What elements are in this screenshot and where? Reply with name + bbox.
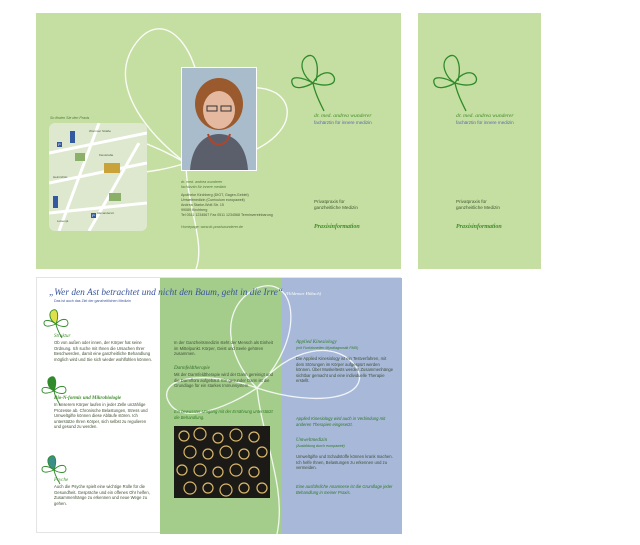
- map-street-2: Kiesstraße: [99, 153, 114, 157]
- col3-heading: Applied Kinesiology: [296, 340, 337, 345]
- map-street-1: Wormser Straße: [89, 129, 111, 133]
- address-line-4: 99089 Kirchberg: [181, 208, 208, 212]
- cover-right-practice-2: ganzheitliche Medizin: [456, 205, 500, 210]
- quote-subline: Das ist auch das Ziel der ganzheitlichen Medizin: [54, 299, 131, 303]
- quote-author: (Hildemar Hübsch): [285, 291, 322, 296]
- cover-left-name: dr. med. andrea wunderer: [181, 180, 223, 184]
- col2-note: Ein bewusster Umgang mit der Ernährung unterstützt die Behandlung.: [174, 409, 273, 420]
- map-street-4: Alexanderstr.: [97, 211, 115, 215]
- col4-note: Eine ausführliche Anamnese ist die Grundlage jeder Behandlung in meiner Praxis.: [296, 484, 393, 495]
- bubbles-pattern: [174, 426, 270, 498]
- clover-logo-icon: [288, 51, 338, 111]
- col1-heading-1: Struktur: [54, 334, 71, 339]
- portrait-photo: [181, 67, 257, 171]
- cover-mid-practice-2: ganzheitliche Medizin: [314, 205, 358, 210]
- col3-text: Die Applied Kinesiology ist ein Testverfahren, mit dem Störungen im Körper aufgespürt werden können. Über Muskeltests werden Zusammenhänge sichtbar gemacht und eine individuelle Therapie erstellt.: [296, 356, 394, 384]
- col4-sub: (Ausbildung durch europaweit): [296, 444, 345, 448]
- parking-icon-2: P: [92, 213, 95, 218]
- bus-icon: [70, 131, 75, 143]
- cover-right-info: Praxisinformation: [456, 224, 502, 230]
- portrait-figure: [182, 68, 256, 170]
- col4-text: Umweltgifte und Schadstoffe können krank machen. Ich helfe Ihnen, Belastungen zu erkennen und zu vermeiden.: [296, 454, 393, 471]
- cover-right-name: dr. med. andrea wunderer: [456, 113, 514, 119]
- inside-spread: [36, 277, 401, 533]
- cover-left-subtitle: fachärztin für innere medizin: [181, 185, 227, 189]
- map-caption: So finden Sie den Praxis: [50, 116, 90, 120]
- quote-heading: [49, 288, 399, 298]
- website-link[interactable]: Homepage: www.dr-praxiswunderer.de: [181, 225, 243, 229]
- col1-heading-3: Psyche: [54, 478, 69, 483]
- cover-mid-name: dr. med. andrea wunderer: [314, 113, 372, 119]
- col2-text: Mit der Darmfeldtherapie wird der Darm gereinigt und die Darmflora aufgebaut. Ein gesunder Darm ist die Grundlage für ein starkes Immunsystem.: [174, 372, 273, 389]
- address-line-2: Umweltmedizin (Curriculum europaweit): [181, 198, 245, 202]
- map-street-5: Luisenpl.: [57, 219, 70, 223]
- cover-right-practice-1: Privatpraxis für: [456, 199, 487, 204]
- col2-heading: Darmfeldtherapie: [174, 366, 210, 371]
- cover-mid-info: Praxisinformation: [314, 224, 360, 230]
- col1-heading-2: Bio-N-formis und Mikrobiologie: [54, 396, 122, 401]
- location-map: [49, 123, 147, 231]
- clover-logo-icon-2: [430, 51, 480, 111]
- map-street-3: Heinrichstr.: [53, 175, 69, 179]
- col3-note: Applied Kinesiology wird auch in Verbindung mit anderen Therapien eingesetzt.: [296, 416, 386, 427]
- col1-text-3: Auch die Psyche spielt eine wichtige Rolle für die Gesundheit. Gespräche und ein offenes Ohr helfen, Zusammenhänge zu erkennen und neue Wege zu gehen.: [54, 484, 150, 506]
- cover-right-subtitle: fachärztin für innere medizin: [456, 120, 514, 125]
- address-line-1: Apotheke Kirchberg (DIGT, Gagen-Gebiet): [181, 193, 249, 197]
- parking-icon: P: [58, 142, 61, 147]
- col1-text-2: In unserem Körper laufen in jeder Zelle unzählige Prozesse ab. Chronische Belastungen, Stress und Umweltgifte können diese Abläufe stören. Ich unterstütze Ihren Körper, sich selbst zu regulieren und gesund zu werden.: [54, 402, 148, 430]
- cover-mid-practice-1: Privatpraxis für: [314, 199, 345, 204]
- tram-icon: [53, 196, 58, 208]
- col4-heading: Umweltmedizin: [296, 438, 328, 443]
- cover-mid-subtitle: fachärztin für innere medizin: [314, 120, 372, 125]
- bubbles-photo: [174, 426, 270, 498]
- outer-spread: [36, 13, 401, 269]
- col2-intro: In der Ganzheitsmedizin steht der Mensch als Einheit im Mittelpunkt. Körper, Geist und Seele gehören zusammen.: [174, 340, 273, 357]
- col3-sub: (mit Funktionellen Myodiagnostik FMD): [296, 346, 359, 350]
- address-line-5: Tel 0511 1234567 Fax 0511 1234568 Terminvereinbarung: [181, 213, 273, 217]
- col1-text-1: Ob von außen oder innen, der Körper hat seine Ordnung. Ich suche mit Ihnen die Ursachen Ihrer Beschwerden, damit eine ganzheitliche Behandlung möglich wird und Sie sich wieder wohlfühlen können.: [54, 340, 152, 362]
- address-line-3: Andrea Starke-Wolf-Str. 15: [181, 203, 224, 207]
- quote-text: „Wer den Ast betrachtet und nicht den Baum, geht in die Irre“: [49, 288, 283, 298]
- single-cover: [418, 13, 541, 269]
